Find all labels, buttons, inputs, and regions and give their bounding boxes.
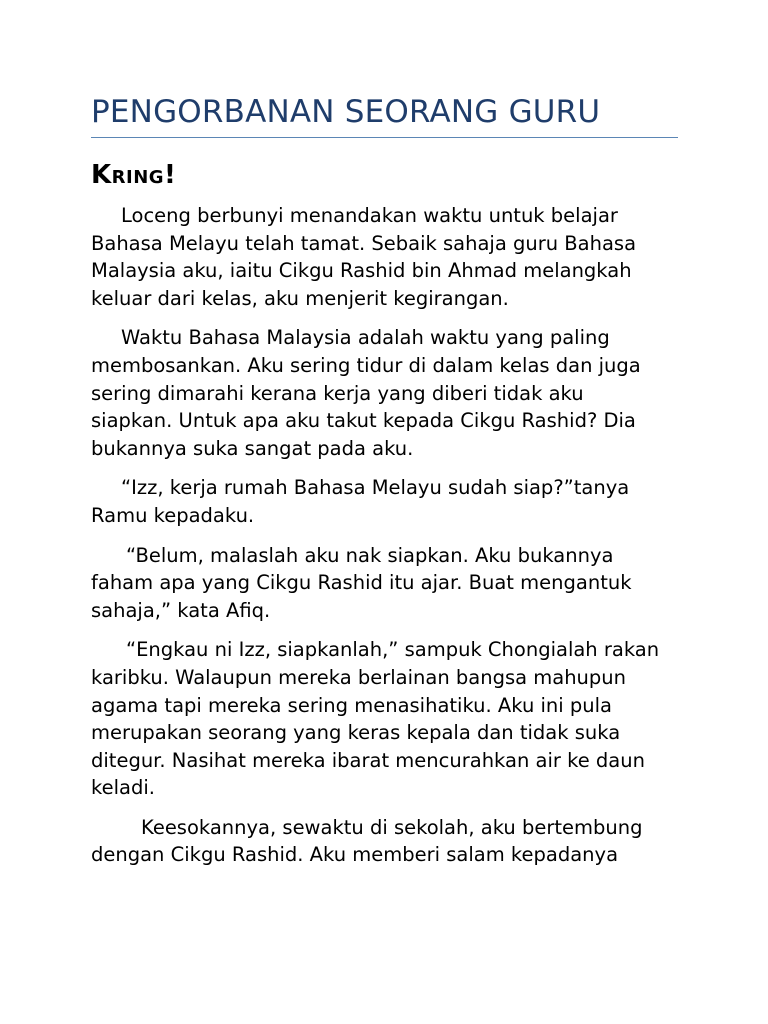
paragraph: Loceng berbunyi menandakan waktu untuk belajar Bahasa Melayu telah tamat. Sebaik sahaja guru Bahasa Malaysia aku, iaitu Cikgu Rashid bin Ahmad melangkah keluar dari kelas, aku menjerit kegirangan. <box>91 204 637 310</box>
paragraph: “Belum, malaslah aku nak siapkan. Aku bukannya faham apa yang Cikgu Rashid itu ajar. Buat mengantuk sahaja,” kata Afiq. <box>91 543 632 622</box>
document-page <box>91 0 681 881</box>
paragraph: “Izz, kerja rumah Bahasa Melayu sudah siap?”tanya Ramu kepadaku. <box>91 476 630 527</box>
section-heading: Kring! <box>91 160 177 190</box>
paragraph: Keesokannya, sewaktu di sekolah, aku bertembung dengan Cikgu Rashid. Aku memberi salam kepadanya <box>91 815 643 867</box>
document-body <box>91 202 681 869</box>
document-title: PENGORBANAN SEORANG GURU <box>91 94 601 130</box>
title-divider <box>91 137 678 138</box>
paragraph: Waktu Bahasa Malaysia adalah waktu yang paling membosankan. Aku sering tidur di dalam kelas dan juga sering dimarahi kerana kerja yang diberi tidak aku siapkan. Untuk apa aku takut kepada Cikgu Rashid? Dia bukannya suka sangat pada aku. <box>91 326 641 460</box>
paragraph: “Engkau ni Izz, siapkanlah,” sampuk Chongialah rakan karibku. Walaupun mereka berlainan bangsa mahupun agama tapi mereka sering menasihatiku. Aku ini pula merupakan seorang yang keras kepala dan tidak suka ditegur. Nasihat mereka ibarat mencurahkan air ke daun keladi. <box>91 638 660 800</box>
